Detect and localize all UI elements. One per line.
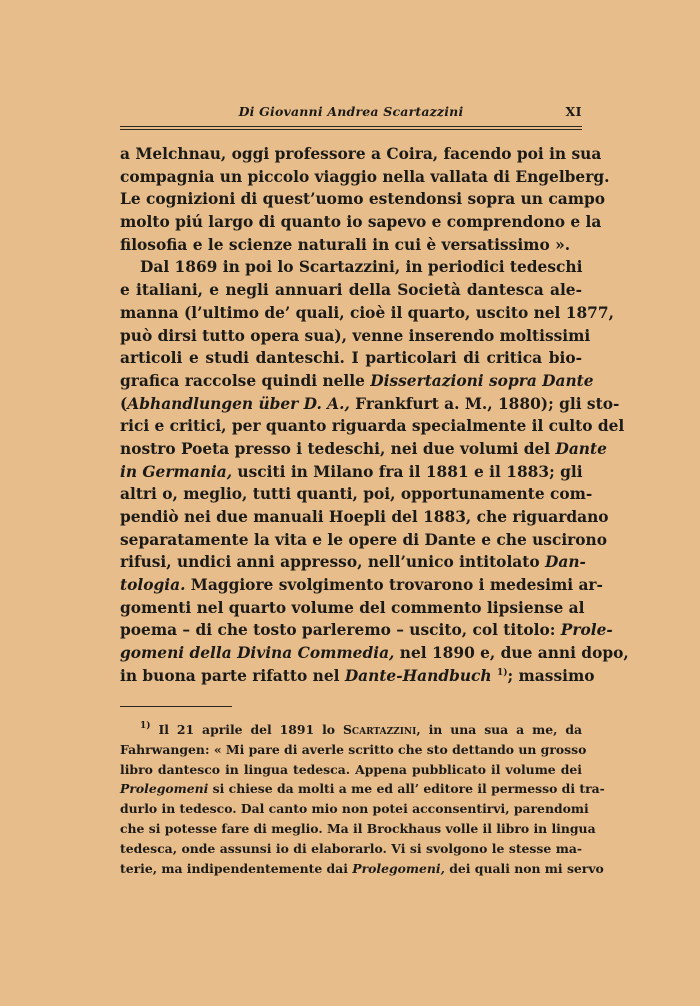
text-line bbox=[120, 143, 602, 166]
text-run: ( bbox=[120, 394, 128, 413]
text-run: nel 1890 e, due anni dopo, bbox=[394, 644, 629, 663]
text-run: filosofia e le scienze naturali in cui è versatissimo ». bbox=[120, 235, 571, 254]
text-run: ; massimo bbox=[507, 666, 595, 685]
italic-text: Dante-Handbuch bbox=[344, 666, 492, 685]
text-run: poema – di che tosto parleremo – uscito, col titolo: bbox=[120, 621, 561, 640]
text-line bbox=[120, 551, 586, 574]
footnote-line bbox=[120, 799, 589, 819]
text-line bbox=[120, 483, 593, 506]
text-line bbox=[120, 393, 620, 416]
text-line bbox=[120, 211, 602, 234]
footnote-line bbox=[120, 740, 587, 760]
italic-text: Prole- bbox=[560, 621, 613, 640]
footnote-marker: 1) bbox=[140, 721, 151, 731]
text-run: si chiese da molti a me ed all’ editore il permesso di tra- bbox=[208, 781, 605, 797]
text-line bbox=[120, 438, 607, 461]
italic-text: gomeni della Divina Commedia, bbox=[120, 644, 395, 663]
text-line bbox=[120, 529, 608, 552]
footnote-line bbox=[120, 779, 605, 799]
text-run: nostro Poeta presso i tedeschi, nei due volumi del bbox=[120, 439, 556, 458]
italic-text: Prolegomeni, bbox=[352, 860, 445, 876]
text-run: Il 21 aprile del 1891 lo bbox=[150, 722, 343, 737]
text-run: Dal 1869 in poi lo Scartazzini, in periodici tedeschi bbox=[140, 258, 583, 277]
running-header bbox=[120, 104, 582, 126]
text-run: tedesca, onde assunsi io di elaborarlo. Vi si svolgono le stesse ma- bbox=[120, 840, 582, 856]
text-run: dei quali non mi servo bbox=[444, 860, 604, 876]
text-run: pendiò nei due manuali Hoepli del 1883, che riguardano bbox=[120, 508, 609, 526]
footnote-line bbox=[120, 760, 582, 780]
italic-text: Dan- bbox=[545, 553, 586, 572]
small-caps-text: Scartazzini bbox=[342, 722, 417, 737]
text-run: rifusi, undici anni appresso, nell’unico intitolato bbox=[120, 553, 545, 572]
page-number: XI bbox=[565, 104, 582, 119]
text-line bbox=[120, 597, 585, 620]
footnote-line bbox=[120, 819, 596, 839]
text-run: Le cognizioni di quest’uomo estendonsi sopra un campo bbox=[120, 190, 606, 209]
italic-text: Abhandlungen über D. A., bbox=[127, 394, 350, 413]
text-run: Fahrwangen: « Mi pare di averle scritto che sto dettando un grosso bbox=[120, 741, 587, 757]
text-run: gomenti nel quarto volume del commento lipsiense al bbox=[120, 598, 585, 617]
main-text bbox=[120, 143, 629, 688]
text-line bbox=[120, 188, 606, 211]
italic-text: Prolegomeni bbox=[120, 781, 209, 797]
text-run: grafica raccolse quindi nelle bbox=[120, 371, 371, 390]
footnote-separator bbox=[120, 706, 232, 707]
text-line bbox=[120, 370, 594, 393]
text-line bbox=[120, 642, 629, 665]
running-title: Di Giovanni Andrea Scartazzini bbox=[238, 104, 464, 119]
footnote-line bbox=[120, 720, 582, 740]
footnotes bbox=[120, 720, 605, 878]
italic-text: Dante bbox=[555, 439, 607, 458]
text-run: articoli e studi danteschi. I particolari di critica bio- bbox=[120, 349, 582, 368]
text-run: Maggiore svolgimento trovarono i medesimi ar- bbox=[185, 576, 603, 595]
header-rule-secondary bbox=[120, 129, 582, 130]
text-line bbox=[120, 325, 591, 348]
text-line bbox=[120, 574, 603, 597]
footnote-line bbox=[120, 859, 604, 879]
text-run: Frankfurt a. M., 1880); gli sto- bbox=[349, 394, 620, 413]
text-run: in buona parte rifatto nel bbox=[120, 666, 345, 685]
text-run: a Melchnau, oggi professore a Coira, facendo poi in sua bbox=[120, 145, 602, 163]
text-run: compagnia un piccolo viaggio nella vallata di Engelberg. bbox=[120, 167, 610, 186]
text-run: terie, ma indipendentemente dai bbox=[120, 860, 353, 876]
text-line bbox=[120, 347, 582, 370]
footnote-marker: 1) bbox=[496, 667, 508, 678]
footnote-line bbox=[120, 839, 582, 859]
text-line bbox=[120, 256, 582, 279]
text-line bbox=[120, 279, 582, 302]
text-line bbox=[120, 461, 582, 484]
text-run: durlo in tedesco. Dal canto mio non potei acconsentirvi, parendomi bbox=[120, 801, 589, 817]
text-line bbox=[120, 506, 609, 529]
text-run: manna (l’ultimo de’ quali, cioè il quarto, uscito nel 1877, bbox=[120, 303, 614, 322]
text-run: che si potesse fare di meglio. Ma il Brockhaus volle il libro in lingua bbox=[120, 820, 596, 836]
text-line bbox=[120, 619, 613, 642]
text-run: libro dantesco in lingua tedesca. Appena pubblicato il volume dei bbox=[120, 761, 582, 777]
text-run: , in una sua a me, da bbox=[416, 722, 583, 737]
text-line bbox=[120, 166, 610, 189]
italic-text: Dissertazioni sopra Dante bbox=[370, 371, 594, 390]
italic-text: tologia. bbox=[120, 576, 186, 595]
text-run: molto piú largo di quanto io sapevo e comprendono e la bbox=[120, 213, 602, 232]
text-line bbox=[120, 302, 614, 325]
text-run: rici e critici, per quanto riguarda specialmente il culto del bbox=[120, 417, 625, 436]
text-line bbox=[120, 665, 595, 688]
text-run: può dirsi tutto opera sua), venne inserendo moltissimi bbox=[120, 326, 591, 345]
text-run: e italiani, e negli annuari della Società dantesca ale- bbox=[120, 281, 582, 300]
text-run: separatamente la vita e le opere di Dante e che uscirono bbox=[120, 530, 608, 549]
header-rule bbox=[120, 126, 582, 127]
text-line bbox=[120, 234, 582, 257]
text-line bbox=[120, 415, 625, 438]
text-run: altri o, meglio, tutti quanti, poi, opportunamente com- bbox=[120, 485, 593, 504]
text-run: usciti in Milano fra il 1881 e il 1883; gli bbox=[232, 462, 583, 481]
italic-text: in Germania, bbox=[120, 462, 233, 481]
